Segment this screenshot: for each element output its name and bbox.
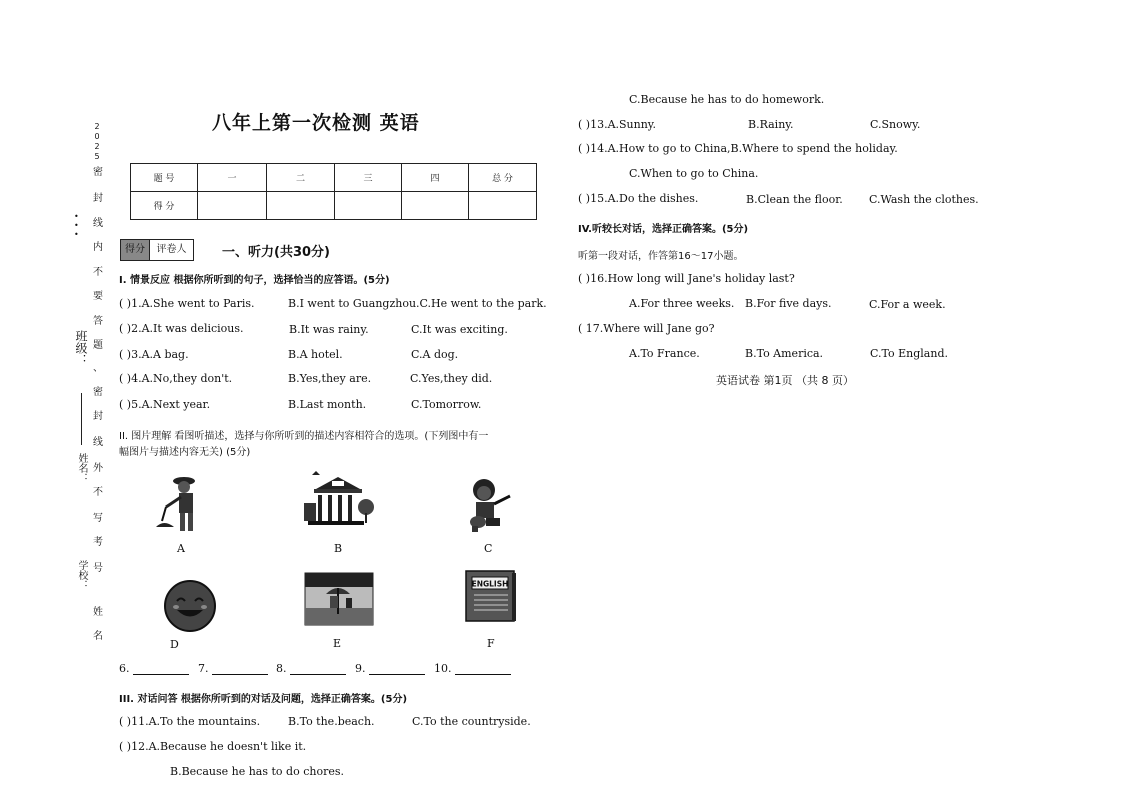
cell: 一 bbox=[198, 164, 267, 192]
cell: 四 bbox=[402, 164, 469, 192]
cell: 总 分 bbox=[469, 164, 537, 192]
answer-blank-line[interactable] bbox=[212, 664, 268, 675]
q11-b: B.To the.beach. bbox=[288, 715, 375, 728]
q14-c: C.When to go to China. bbox=[629, 167, 759, 180]
q15-a: ( )15.A.Do the dishes. bbox=[578, 192, 699, 205]
cell: 得 分 bbox=[131, 192, 198, 220]
binding-char: 外 bbox=[93, 463, 103, 474]
school-label: 学校： bbox=[76, 560, 87, 590]
q11-c: C.To the countryside. bbox=[412, 715, 531, 728]
score-cell[interactable] bbox=[469, 192, 537, 220]
q4-b: B.Yes,they are. bbox=[288, 372, 372, 385]
q13-a: ( )13.A.Sunny. bbox=[578, 118, 657, 131]
section-heading: 一、听力(共30分) bbox=[222, 245, 330, 260]
q2-b: B.It was rainy. bbox=[289, 323, 369, 336]
blank-number: 7. bbox=[198, 662, 209, 675]
picture-c-child-icon bbox=[464, 476, 514, 534]
picture-c-label: C bbox=[484, 542, 493, 555]
binding-char: 封 bbox=[93, 193, 103, 204]
blank-number: 8. bbox=[276, 662, 287, 675]
blank-number: 6. bbox=[119, 662, 130, 675]
binding-char: 考 bbox=[93, 537, 103, 548]
blank-6[interactable] bbox=[119, 662, 189, 675]
part4-intro: 听第一段对话，作答第16～17小题。 bbox=[578, 251, 744, 262]
picture-d-label: D bbox=[170, 638, 179, 651]
q3-a: ( )3.A.A bag. bbox=[119, 348, 189, 361]
q2-a: ( )2.A.It was delicious. bbox=[119, 322, 244, 335]
q16-a: A.For three weeks. bbox=[629, 297, 735, 310]
binding-char: 答 bbox=[93, 316, 103, 327]
q12-a: ( )12.A.Because he doesn't like it. bbox=[119, 740, 307, 753]
grader-box bbox=[120, 239, 194, 261]
part3-heading: III. 对话问答 根据你所听到的对话及问题，选择正确答案。(5分) bbox=[119, 694, 408, 705]
picture-f-book-icon bbox=[464, 569, 518, 623]
score-table-header-row bbox=[131, 164, 537, 192]
q5-c: C.Tomorrow. bbox=[411, 398, 482, 411]
binding-char: 题 bbox=[93, 340, 103, 351]
answer-blank-line[interactable] bbox=[369, 664, 425, 675]
picture-b-building-icon bbox=[302, 471, 374, 531]
part1-heading: I. 情景反应 根据你所听到的句子，选择恰当的应答语。(5分) bbox=[119, 275, 390, 286]
q16-b: B.For five days. bbox=[745, 297, 832, 310]
binding-char: 线 bbox=[93, 437, 103, 448]
binding-char: 、 bbox=[93, 363, 103, 374]
grader-score-cell: 得分 bbox=[121, 240, 150, 260]
blank-7[interactable] bbox=[198, 662, 268, 675]
blank-8[interactable] bbox=[276, 662, 346, 675]
binding-char: 密 bbox=[93, 387, 103, 398]
q2-c: C.It was exciting. bbox=[411, 323, 508, 336]
cell: 题 号 bbox=[131, 164, 198, 192]
binding-char: 密 bbox=[93, 167, 103, 178]
q11-a: ( )11.A.To the mountains. bbox=[119, 715, 261, 728]
dots-1: • • • bbox=[74, 212, 79, 239]
binding-char: 不 bbox=[93, 267, 103, 278]
q1-a: ( )1.A.She went to Paris. bbox=[119, 297, 255, 310]
name-label: 姓名： bbox=[76, 453, 87, 483]
q12-c: C.Because he has to do homework. bbox=[629, 93, 825, 106]
q15-b: B.Clean the floor. bbox=[746, 193, 843, 206]
page-title: 八年上第一次检测 英语 bbox=[212, 112, 420, 134]
binding-char: 名 bbox=[93, 631, 103, 642]
q12-b: B.Because he has to do chores. bbox=[170, 765, 344, 778]
blank-number: 9. bbox=[355, 662, 366, 675]
score-cell[interactable] bbox=[335, 192, 402, 220]
q13-b: B.Rainy. bbox=[748, 118, 794, 131]
score-cell[interactable] bbox=[267, 192, 335, 220]
picture-d-smiley-icon bbox=[163, 579, 217, 633]
score-cell[interactable] bbox=[198, 192, 267, 220]
binding-line bbox=[81, 393, 82, 445]
page-footer: 英语试卷 第1页 （共 8 页） bbox=[716, 374, 854, 387]
q3-b: B.A hotel. bbox=[288, 348, 343, 361]
class-label: 班级： bbox=[74, 330, 88, 366]
binding-char: 线 bbox=[93, 218, 103, 229]
picture-e-label: E bbox=[333, 637, 342, 650]
year-vertical: 2 0 2 5 bbox=[94, 122, 100, 161]
score-cell[interactable] bbox=[402, 192, 469, 220]
q17-b: B.To America. bbox=[745, 347, 824, 360]
picture-a-label: A bbox=[177, 542, 185, 555]
score-table bbox=[130, 163, 537, 220]
blank-number: 10. bbox=[434, 662, 452, 675]
binding-char: 姓 bbox=[93, 607, 103, 618]
binding-char: 内 bbox=[93, 242, 103, 253]
q1-bc: B.I went to Guangzhou.C.He went to the park. bbox=[288, 297, 547, 310]
q4-a: ( )4.A.No,they don't. bbox=[119, 372, 233, 385]
q17-a: A.To France. bbox=[629, 347, 700, 360]
part4-heading: IV.听较长对话，选择正确答案。(5分) bbox=[578, 224, 749, 235]
answer-blank-line[interactable] bbox=[455, 664, 511, 675]
q17-c: C.To England. bbox=[870, 347, 948, 360]
book-title-text: ENGLISH bbox=[471, 579, 509, 589]
grader-name-cell: 评卷人 bbox=[156, 244, 187, 255]
q16-c: C.For a week. bbox=[869, 298, 946, 311]
q15-c: C.Wash the clothes. bbox=[869, 193, 979, 206]
answer-blank-line[interactable] bbox=[290, 664, 346, 675]
q3-c: C.A dog. bbox=[411, 348, 459, 361]
q16: ( )16.How long will Jane's holiday last? bbox=[578, 272, 795, 285]
blank-9[interactable] bbox=[355, 662, 425, 675]
binding-char: 写 bbox=[93, 513, 103, 524]
q14-ab: ( )14.A.How to go to China,B.Where to spend the holiday. bbox=[578, 142, 898, 155]
part2-heading-line2: 幅图片与描述内容无关) (5分) bbox=[119, 447, 251, 458]
q5-b: B.Last month. bbox=[288, 398, 367, 411]
cell: 三 bbox=[335, 164, 402, 192]
q4-c: C.Yes,they did. bbox=[410, 372, 493, 385]
binding-char: 封 bbox=[93, 411, 103, 422]
answer-blank-line[interactable] bbox=[133, 664, 189, 675]
cell: 二 bbox=[267, 164, 335, 192]
part2-heading-line1: II. 图片理解 看图听描述，选择与你所听到的描述内容相符合的选项。(下列图中有一 bbox=[119, 431, 489, 442]
q5-a: ( )5.A.Next year. bbox=[119, 398, 211, 411]
picture-b-label: B bbox=[334, 542, 343, 555]
blank-10[interactable] bbox=[434, 662, 511, 675]
q17: ( 17.Where will Jane go? bbox=[578, 322, 715, 335]
q13-c: C.Snowy. bbox=[870, 118, 921, 131]
binding-char: 号 bbox=[93, 563, 103, 574]
binding-char: 要 bbox=[93, 291, 103, 302]
picture-a-man-icon bbox=[152, 473, 218, 535]
picture-f-label: F bbox=[487, 637, 495, 650]
score-table-score-row bbox=[131, 192, 537, 220]
binding-char: 不 bbox=[93, 487, 103, 498]
picture-e-beach-scene-icon bbox=[304, 572, 374, 626]
